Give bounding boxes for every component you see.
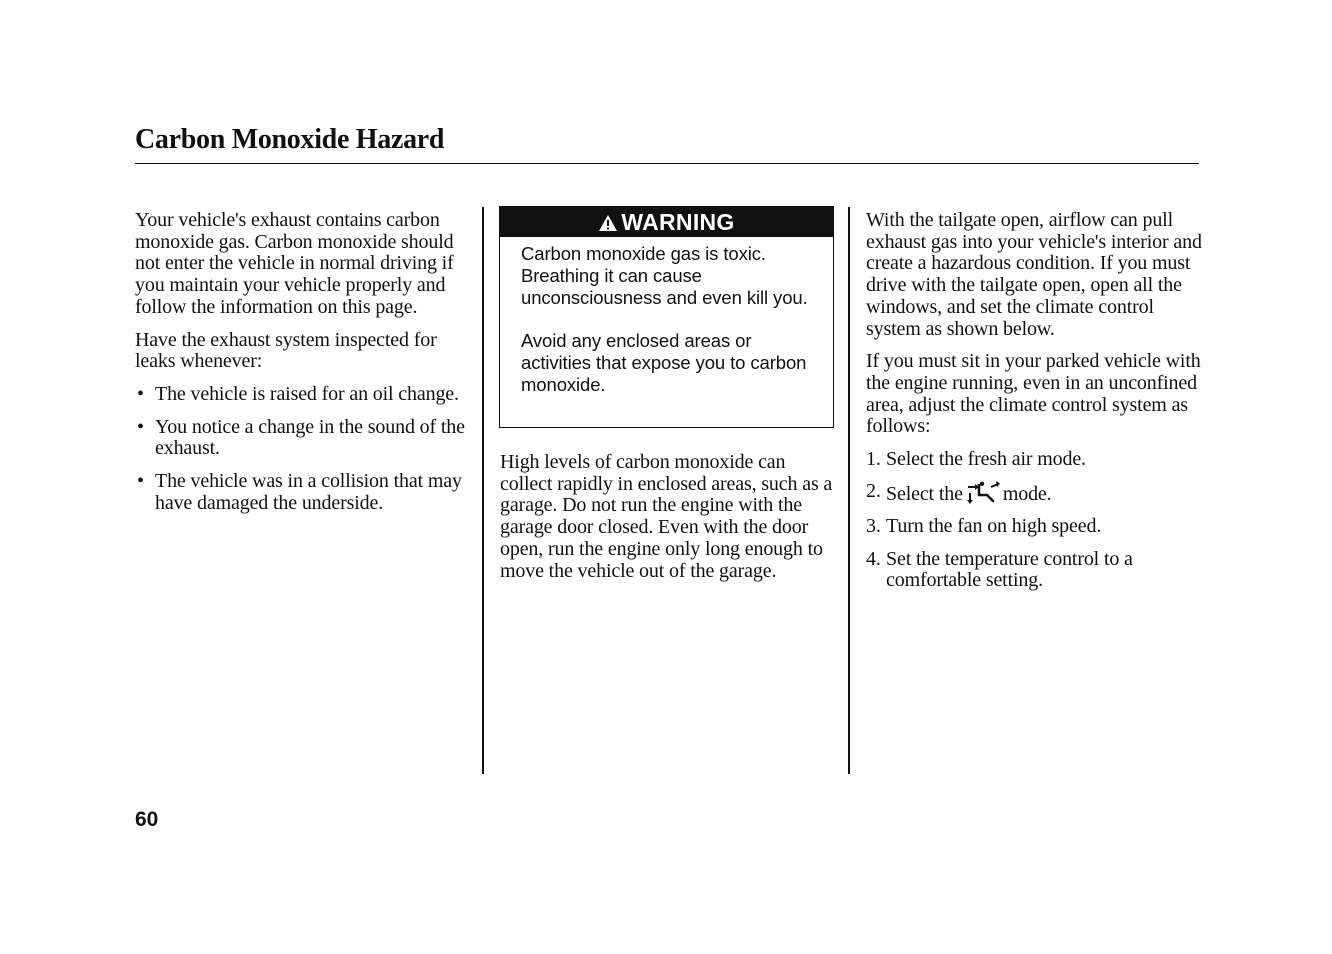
page-title: Carbon Monoxide Hazard [135,124,445,155]
parked-paragraph: If you must sit in your parked vehicle with the engine running, even in an unconfined area, adjust the climate control system as follows: [866,350,1201,438]
column-one [135,210,475,525]
step-text: Select the fresh air mode. [886,448,1086,471]
warning-label: WARNING [621,208,735,235]
step-text: Turn the fan on high speed. [886,515,1102,538]
bullet-icon: • [137,470,144,493]
column-divider-right [848,207,850,774]
inspection-paragraph: Have the exhaust system inspected for leaks whenever: [135,328,437,373]
warning-box [499,206,834,428]
title-rule [135,163,1199,164]
step-number: 4. [866,547,881,570]
warning-header [500,207,833,237]
list-item [135,384,475,406]
garage-paragraph: High levels of carbon monoxide can collect rapidly in enclosed areas, such as a garage. Do not run the engine with the garage door closed. Even with the door open, run the engine only long enough to move the vehicle out of the garage. [500,451,833,582]
list-item-text: The vehicle is raised for an oil change. [155,382,459,405]
intro-paragraph: Your vehicle's exhaust contains carbon monoxide gas. Carbon monoxide should not enter the vehicle in normal driving if you maintain your vehicle properly and follow the information on this page. [135,209,454,318]
climate-steps-list [866,449,1206,592]
warning-paragraph: Avoid any enclosed areas or activities that expose you to carbon monoxide. [521,330,807,395]
list-item [135,471,475,514]
warning-body [500,237,833,396]
list-item [866,516,1206,538]
step-number: 3. [866,515,881,538]
list-item-text: You notice a change in the sound of the exhaust. [155,415,465,460]
column-divider-left [482,207,484,774]
inspection-list [135,384,475,515]
step-text: Set the temperature control to a comfortable setting. [886,547,1133,592]
floor-and-face-vent-mode-icon [967,481,1001,505]
warning-triangle-icon [598,214,618,232]
list-item [866,549,1206,592]
list-item [866,481,1206,506]
step-text: Select the [886,483,963,506]
page-number: 60 [135,808,159,831]
list-item [866,449,1206,471]
step-number: 2. [866,480,881,503]
warning-paragraph: Carbon monoxide gas is toxic. Breathing it can cause unconsciousness and even kill you. [521,243,808,308]
step-text: mode. [1002,483,1052,506]
column-three [866,210,1206,603]
bullet-icon: • [137,415,144,438]
bullet-icon: • [137,382,144,405]
list-item [135,417,475,460]
tailgate-paragraph: With the tailgate open, airflow can pull exhaust gas into your vehicle's interior and create a hazardous condition. If you must drive with the tailgate open, open all the windows, and set the climate control system as shown below. [866,209,1202,340]
list-item-text: The vehicle was in a collision that may have damaged the underside. [155,470,462,514]
step-number: 1. [866,448,881,471]
